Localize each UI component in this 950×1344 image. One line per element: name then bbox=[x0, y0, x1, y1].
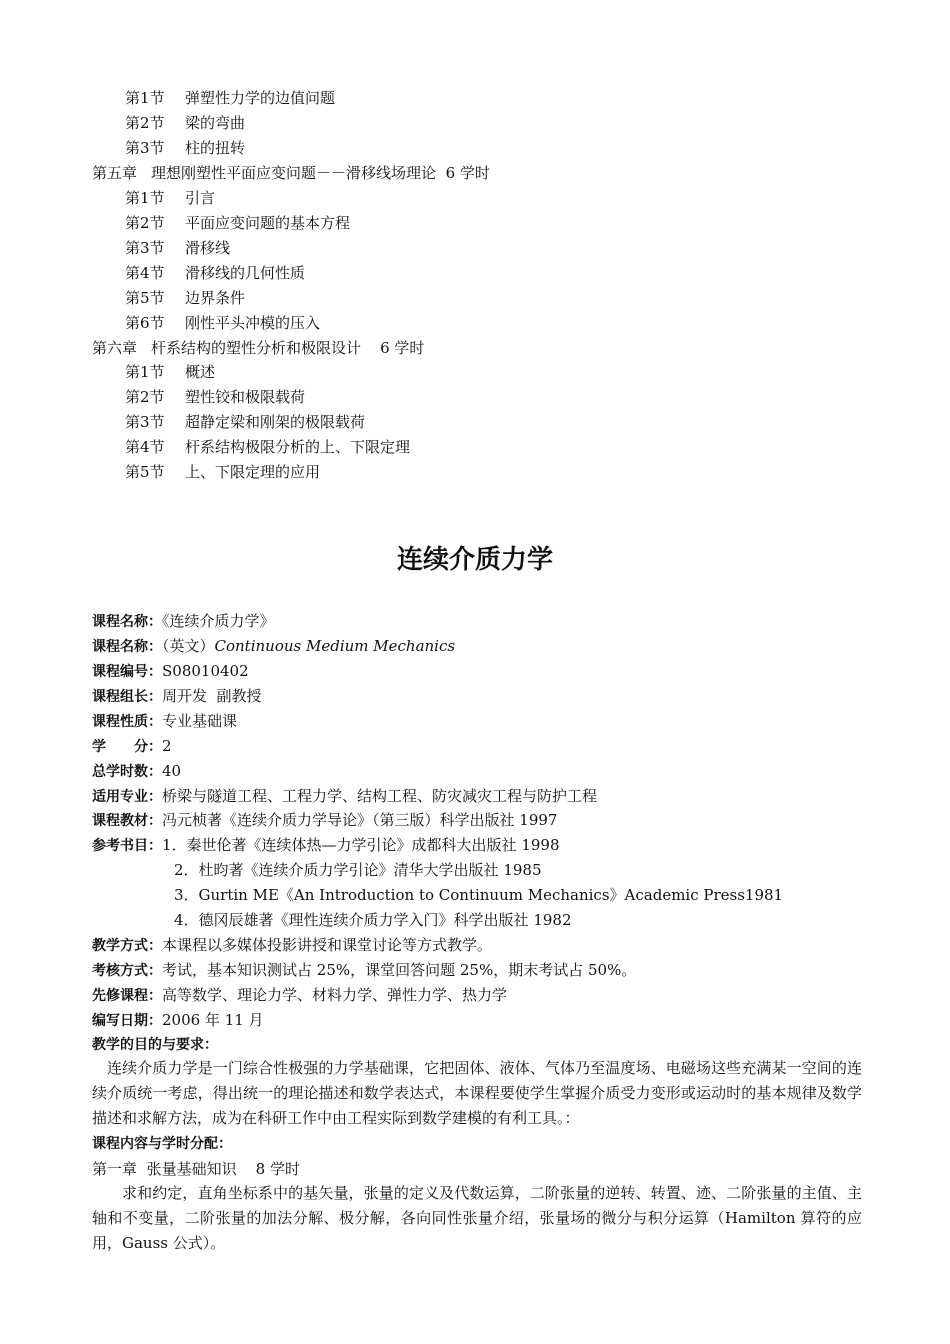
info-major: 适用专业：桥梁与隧道工程、工程力学、结构工程、防灾减灾工程与防护工程 bbox=[92, 787, 598, 805]
toc-section: 第1节 弹塑性力学的边值问题 bbox=[125, 89, 336, 107]
info-hours: 总学时数：40 bbox=[92, 762, 182, 780]
toc-section: 第1节 概述 bbox=[125, 363, 216, 381]
toc-section: 第2节 塑性铰和极限载荷 bbox=[125, 388, 306, 406]
info-code: 课程编号：S08010402 bbox=[92, 662, 249, 680]
toc-section: 第5节 边界条件 bbox=[125, 289, 246, 307]
toc-section: 第5节 上、下限定理的应用 bbox=[125, 463, 321, 481]
content-heading: 课程内容与学时分配： bbox=[92, 1136, 232, 1152]
toc-chapter: 第六章 杆系结构的塑性分析和极限设计 6 学时 bbox=[92, 339, 425, 357]
course-title: 连续介质力学 bbox=[396, 545, 553, 575]
info-nature: 课程性质：专业基础课 bbox=[92, 712, 238, 730]
goal-heading: 教学的目的与要求： bbox=[92, 1037, 218, 1053]
info-ref-item: 2．杜昀著《连续介质力学引论》清华大学出版社 1985 bbox=[174, 861, 542, 879]
info-refs: 参考书目：1．秦世伦著《连续体热—力学引论》成都科大出版社 1998 bbox=[92, 836, 560, 854]
toc-section: 第2节 梁的弯曲 bbox=[125, 114, 246, 132]
info-leader: 课程组长：周开发 副教授 bbox=[92, 687, 262, 705]
info-ref-item: 3．Gurtin ME《An Introduction to Continuum Mechanics》Academic Press1981 bbox=[174, 886, 784, 904]
toc-section: 第2节 平面应变问题的基本方程 bbox=[125, 214, 351, 232]
toc-section: 第6节 刚性平头冲模的压入 bbox=[125, 314, 321, 332]
chapter1-paragraph: 求和约定，直角坐标系中的基矢量，张量的定义及代数运算，二阶张量的逆转、转置、迹、二阶张量的主值、主轴和不变量，二阶张量的加法分解、极分解，各向同性张量介绍，张量场的微分与积分运算（Hamilton 算符的应用，Gauss 公式）。 bbox=[92, 1184, 862, 1252]
toc-section: 第4节 滑移线的几何性质 bbox=[125, 264, 306, 282]
info-textbook: 课程教材：冯元桢著《连续介质力学导论》（第三版）科学出版社 1997 bbox=[92, 811, 558, 829]
info-ref-item: 4．德冈辰雄著《理性连续介质力学入门》科学出版社 1982 bbox=[174, 911, 572, 929]
info-credit: 学 分：2 bbox=[92, 737, 172, 755]
toc-section: 第1节 引言 bbox=[125, 189, 216, 207]
chapter1-heading: 第一章 张量基础知识 8 学时 bbox=[92, 1160, 300, 1178]
info-exam: 考核方式：考试，基本知识测试占 25%，课堂回答问题 25%，期末考试占 50%。 bbox=[92, 961, 637, 979]
toc-section: 第3节 超静定梁和刚架的极限载荷 bbox=[125, 413, 366, 431]
info-method: 教学方式：本课程以多媒体投影讲授和课堂讨论等方式教学。 bbox=[92, 936, 493, 954]
info-date: 编写日期：2006 年 11 月 bbox=[92, 1011, 264, 1029]
toc-section: 第4节 杆系结构极限分析的上、下限定理 bbox=[125, 438, 411, 456]
toc-section: 第3节 柱的扭转 bbox=[125, 139, 246, 157]
info-name-en: 课程名称：（英文）Continuous Medium Mechanics bbox=[92, 637, 456, 655]
toc-chapter: 第五章 理想刚塑性平面应变问题－－滑移线场理论 6 学时 bbox=[92, 164, 490, 182]
info-name-cn: 课程名称：《连续介质力学》 bbox=[92, 612, 275, 630]
info-prereq: 先修课程：高等数学、理论力学、材料力学、弹性力学、热力学 bbox=[92, 986, 508, 1004]
toc-section: 第3节 滑移线 bbox=[125, 239, 231, 257]
goal-paragraph: 连续介质力学是一门综合性极强的力学基础课，它把固体、液体、气体乃至温度场、电磁场这些充满某一空间的连续介质统一考虑，得出统一的理论描述和数学表达式，本课程要使学生掌握介质受力变形或运动时的基本规律及数学描述和求解方法，成为在科研工作中由工程实际到数学建模的有利工具。： bbox=[92, 1059, 862, 1127]
